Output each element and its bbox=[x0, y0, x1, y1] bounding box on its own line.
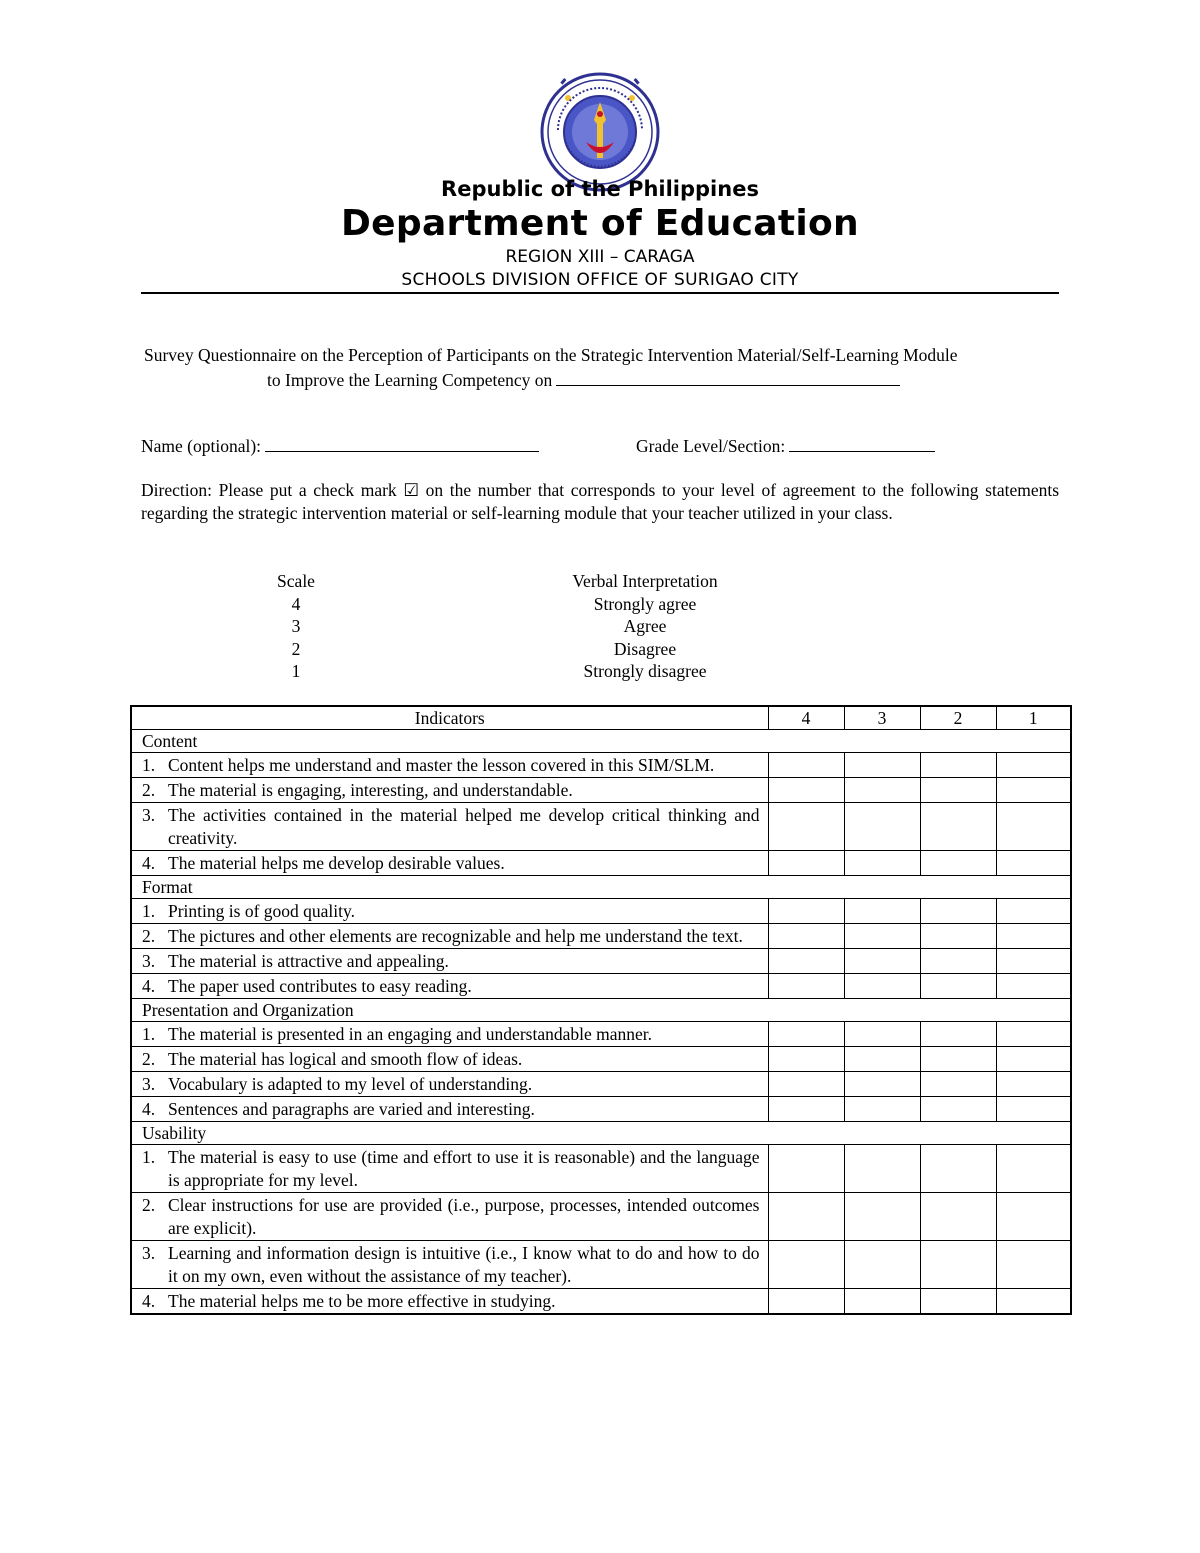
section-title: Presentation and Organization bbox=[131, 999, 1071, 1022]
rating-cell-4[interactable] bbox=[768, 1097, 844, 1122]
rating-cell-1[interactable] bbox=[996, 1097, 1071, 1122]
indicator-number: 3. bbox=[142, 951, 156, 971]
rating-cell-2[interactable] bbox=[920, 1022, 996, 1047]
table-row bbox=[131, 1022, 1071, 1047]
section-title: Content bbox=[131, 730, 1071, 753]
rating-cell-1[interactable] bbox=[996, 753, 1071, 778]
table-header-row bbox=[131, 706, 1071, 730]
rating-cell-4[interactable] bbox=[768, 924, 844, 949]
indicator-cell bbox=[131, 899, 768, 924]
rating-cell-3[interactable] bbox=[844, 974, 920, 999]
table-row bbox=[131, 1289, 1071, 1315]
indicator-number: 4. bbox=[142, 976, 156, 996]
seal-graphic bbox=[540, 72, 660, 192]
survey-table bbox=[130, 705, 1072, 1315]
rating-cell-2[interactable] bbox=[920, 851, 996, 876]
rating-cell-4[interactable] bbox=[768, 1022, 844, 1047]
rating-cell-4[interactable] bbox=[768, 1072, 844, 1097]
table-row bbox=[131, 899, 1071, 924]
rating-cell-3[interactable] bbox=[844, 1145, 920, 1193]
rating-cell-1[interactable] bbox=[996, 899, 1071, 924]
indicator-cell bbox=[131, 1097, 768, 1122]
rating-cell-1[interactable] bbox=[996, 1145, 1071, 1193]
indicator-number: 3. bbox=[142, 1074, 156, 1094]
indicator-cell bbox=[131, 1047, 768, 1072]
indicator-text: The material has logical and smooth flow of ideas. bbox=[168, 1049, 523, 1069]
rating-header-3: 3 bbox=[844, 706, 920, 730]
table-row bbox=[131, 974, 1071, 999]
rating-cell-2[interactable] bbox=[920, 1241, 996, 1289]
indicator-text: The material is presented in an engaging and understandable manner. bbox=[168, 1024, 652, 1044]
name-label: Name (optional): bbox=[141, 436, 262, 456]
rating-cell-3[interactable] bbox=[844, 851, 920, 876]
indicator-text: The material is attractive and appealing. bbox=[168, 951, 449, 971]
indicator-cell bbox=[131, 974, 768, 999]
name-blank-field[interactable] bbox=[265, 434, 539, 452]
indicator-number: 3. bbox=[142, 805, 156, 825]
indicator-number: 1. bbox=[142, 1147, 156, 1167]
table-row bbox=[131, 1072, 1071, 1097]
name-field bbox=[141, 434, 539, 457]
rating-cell-2[interactable] bbox=[920, 1097, 996, 1122]
rating-cell-4[interactable] bbox=[768, 851, 844, 876]
section-row bbox=[131, 999, 1071, 1022]
rating-cell-3[interactable] bbox=[844, 924, 920, 949]
indicator-cell bbox=[131, 803, 768, 851]
rating-cell-2[interactable] bbox=[920, 949, 996, 974]
rating-header-4: 4 bbox=[768, 706, 844, 730]
rating-cell-4[interactable] bbox=[768, 1241, 844, 1289]
indicator-number: 3. bbox=[142, 1243, 156, 1263]
rating-cell-2[interactable] bbox=[920, 924, 996, 949]
indicator-text: The material helps me develop desirable values. bbox=[168, 853, 505, 873]
header-divider bbox=[141, 292, 1059, 294]
rating-cell-3[interactable] bbox=[844, 1241, 920, 1289]
grade-blank-field[interactable] bbox=[789, 434, 935, 452]
rating-cell-4[interactable] bbox=[768, 1289, 844, 1315]
rating-cell-4[interactable] bbox=[768, 753, 844, 778]
indicator-cell bbox=[131, 851, 768, 876]
indicator-cell bbox=[131, 949, 768, 974]
indicator-number: 1. bbox=[142, 1024, 156, 1044]
table-row bbox=[131, 1097, 1071, 1122]
rating-cell-4[interactable] bbox=[768, 949, 844, 974]
table-row bbox=[131, 778, 1071, 803]
section-title: Format bbox=[131, 876, 1071, 899]
scale-value: 1 bbox=[291, 661, 301, 681]
table-row bbox=[131, 1047, 1071, 1072]
rating-cell-1[interactable] bbox=[996, 803, 1071, 851]
rating-cell-1[interactable] bbox=[996, 1072, 1071, 1097]
indicator-cell bbox=[131, 1022, 768, 1047]
indicator-number: 4. bbox=[142, 853, 156, 873]
competency-blank-field[interactable] bbox=[556, 368, 900, 386]
indicators-header: Indicators bbox=[131, 706, 768, 730]
indicator-number: 2. bbox=[142, 780, 156, 800]
rating-cell-3[interactable] bbox=[844, 1097, 920, 1122]
indicator-cell bbox=[131, 1193, 768, 1241]
indicator-cell bbox=[131, 1145, 768, 1193]
rating-cell-1[interactable] bbox=[996, 1047, 1071, 1072]
table-row bbox=[131, 1193, 1071, 1241]
rating-header-2: 2 bbox=[920, 706, 996, 730]
rating-cell-4[interactable] bbox=[768, 803, 844, 851]
check-mark-icon: ☑ bbox=[403, 480, 420, 500]
scale-interpretation: Disagree bbox=[613, 638, 677, 659]
indicator-number: 4. bbox=[142, 1099, 156, 1119]
grade-field bbox=[636, 434, 935, 457]
scale-value: 2 bbox=[291, 638, 301, 659]
scale-interpretation: Strongly disagree bbox=[583, 661, 707, 681]
rating-cell-3[interactable] bbox=[844, 1047, 920, 1072]
rating-cell-3[interactable] bbox=[844, 1289, 920, 1315]
scale-value: 4 bbox=[291, 593, 301, 614]
scale-interpretation: Agree bbox=[623, 616, 667, 636]
indicator-number: 2. bbox=[142, 1049, 156, 1069]
indicator-cell bbox=[131, 1289, 768, 1315]
region-heading: REGION XIII – CARAGA bbox=[505, 247, 695, 267]
interpretation-header: Verbal Interpretation bbox=[572, 571, 718, 591]
rating-cell-1[interactable] bbox=[996, 974, 1071, 999]
direction-text-before: Direction: Please put a check mark bbox=[141, 480, 397, 500]
rating-cell-1[interactable] bbox=[996, 1289, 1071, 1315]
indicator-number: 2. bbox=[142, 1195, 156, 1215]
rating-cell-2[interactable] bbox=[920, 778, 996, 803]
rating-cell-1[interactable] bbox=[996, 1241, 1071, 1289]
rating-cell-3[interactable] bbox=[844, 899, 920, 924]
indicator-cell bbox=[131, 1241, 768, 1289]
survey-title-line2-text: to Improve the Learning Competency on bbox=[267, 370, 553, 390]
scale-interpretation: Strongly agree bbox=[593, 593, 697, 614]
table-row bbox=[131, 1145, 1071, 1193]
rating-cell-4[interactable] bbox=[768, 974, 844, 999]
table-row bbox=[131, 949, 1071, 974]
rating-cell-2[interactable] bbox=[920, 1145, 996, 1193]
rating-cell-3[interactable] bbox=[844, 803, 920, 851]
rating-cell-4[interactable] bbox=[768, 1145, 844, 1193]
table-row bbox=[131, 1241, 1071, 1289]
rating-cell-1[interactable] bbox=[996, 1022, 1071, 1047]
indicator-text: Content helps me understand and master the lesson covered in this SIM/SLM. bbox=[168, 755, 715, 775]
indicator-text: Printing is of good quality. bbox=[168, 901, 355, 921]
indicator-number: 1. bbox=[142, 755, 156, 775]
indicator-cell bbox=[131, 778, 768, 803]
rating-cell-4[interactable] bbox=[768, 899, 844, 924]
rating-cell-2[interactable] bbox=[920, 1072, 996, 1097]
indicator-number: 2. bbox=[142, 926, 156, 946]
section-row bbox=[131, 876, 1071, 899]
indicator-text: The material is easy to use (time and effort to use it is reasonable) and the language is appropriate for my level. bbox=[168, 1147, 760, 1190]
rating-cell-1[interactable] bbox=[996, 778, 1071, 803]
rating-cell-2[interactable] bbox=[920, 899, 996, 924]
rating-cell-3[interactable] bbox=[844, 1072, 920, 1097]
indicator-text: The material is engaging, interesting, and understandable. bbox=[168, 780, 573, 800]
survey-title-line2 bbox=[267, 368, 900, 391]
section-row bbox=[131, 730, 1071, 753]
rating-cell-1[interactable] bbox=[996, 851, 1071, 876]
indicator-text: Vocabulary is adapted to my level of understanding. bbox=[168, 1074, 533, 1094]
rating-cell-3[interactable] bbox=[844, 753, 920, 778]
rating-cell-3[interactable] bbox=[844, 949, 920, 974]
rating-cell-1[interactable] bbox=[996, 924, 1071, 949]
indicator-cell bbox=[131, 753, 768, 778]
indicator-text: Clear instructions for use are provided (i.e., purpose, processes, intended outcomes are explicit). bbox=[168, 1195, 760, 1238]
table-row bbox=[131, 753, 1071, 778]
section-row bbox=[131, 1122, 1071, 1145]
rating-cell-2[interactable] bbox=[920, 1047, 996, 1072]
republic-heading: Republic of the Philippines bbox=[441, 177, 759, 201]
division-heading: SCHOOLS DIVISION OFFICE OF SURIGAO CITY bbox=[401, 270, 799, 290]
table-row bbox=[131, 851, 1071, 876]
rating-cell-3[interactable] bbox=[844, 778, 920, 803]
survey-title-line1: Survey Questionnaire on the Perception of Participants on the Strategic Intervention Material/Self-Learning Module bbox=[144, 345, 958, 365]
section-title: Usability bbox=[131, 1122, 1071, 1145]
indicator-number: 4. bbox=[142, 1291, 156, 1311]
indicator-number: 1. bbox=[142, 901, 156, 921]
indicator-text: Learning and information design is intuitive (i.e., I know what to do and how to do it on my own, even without the assistance of my teacher). bbox=[168, 1243, 760, 1286]
indicator-text: The material helps me to be more effective in studying. bbox=[168, 1291, 556, 1311]
rating-cell-4[interactable] bbox=[768, 1047, 844, 1072]
rating-header-1: 1 bbox=[996, 706, 1071, 730]
direction-text-after: on the number that corresponds to your level of agreement to the following statements regarding the strategic intervention material or self-learning module that your teacher utilized in your class. bbox=[141, 480, 1060, 523]
rating-cell-1[interactable] bbox=[996, 949, 1071, 974]
rating-cell-3[interactable] bbox=[844, 1193, 920, 1241]
rating-cell-2[interactable] bbox=[920, 803, 996, 851]
rating-cell-2[interactable] bbox=[920, 974, 996, 999]
indicator-text: The pictures and other elements are recognizable and help me understand the text. bbox=[168, 926, 743, 946]
rating-cell-2[interactable] bbox=[920, 753, 996, 778]
direction-paragraph bbox=[141, 479, 1059, 525]
rating-cell-4[interactable] bbox=[768, 778, 844, 803]
scale-value: 3 bbox=[291, 616, 301, 636]
grade-label: Grade Level/Section: bbox=[636, 436, 786, 456]
rating-cell-4[interactable] bbox=[768, 1193, 844, 1241]
indicator-text: Sentences and paragraphs are varied and interesting. bbox=[168, 1099, 535, 1119]
indicator-text: The activities contained in the material helped me develop critical thinking and creativity. bbox=[168, 805, 760, 848]
department-heading: Department of Education bbox=[341, 203, 859, 244]
indicator-cell bbox=[131, 1072, 768, 1097]
rating-cell-1[interactable] bbox=[996, 1193, 1071, 1241]
scale-header: Scale bbox=[277, 571, 315, 591]
rating-cell-3[interactable] bbox=[844, 1022, 920, 1047]
rating-cell-2[interactable] bbox=[920, 1289, 996, 1315]
indicator-text: The paper used contributes to easy reading. bbox=[168, 976, 472, 996]
indicator-cell bbox=[131, 924, 768, 949]
table-row bbox=[131, 924, 1071, 949]
rating-cell-2[interactable] bbox=[920, 1193, 996, 1241]
table-row bbox=[131, 803, 1071, 851]
deped-seal-logo bbox=[540, 72, 660, 192]
